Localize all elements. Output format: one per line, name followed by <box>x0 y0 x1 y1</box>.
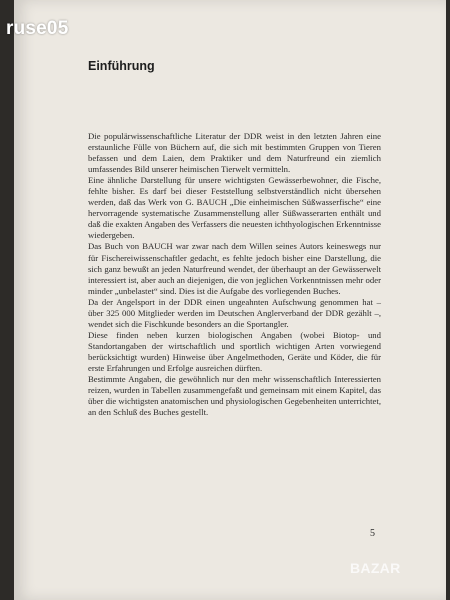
page-number: 5 <box>370 528 375 539</box>
watermark-text: ruse05 <box>6 18 69 39</box>
paragraph: Eine ähnliche Darstellung für unsere wichtigsten Gewässerbewohner, die Fische, fehlte bisher. Es darf bei dieser Feststellung selbstverständlich nicht übersehen werden, daß das Werk von G. BAUCH „Die einheimischen Süßwasserfische“ eine hervorragende systematische Zusammenstellung aller Süßwasserarten enthält und daß die exakten Angaben des Verfassers die neuesten ichthyologischen Erkenntnisse wiedergeben. <box>88 175 381 241</box>
paragraph: Bestimmte Angaben, die gewöhnlich nur den mehr wissenschaftlich Interessierten reizen, wurden in Tabellen zusammengefaßt und gemeinsam mit einem Kapitel, das über die wichtigsten anatomischen und physiologischen Gegebenheiten unterrichtet, an den Schluß des Buches gestellt. <box>88 374 381 418</box>
paragraph: Die populärwissenschaftliche Literatur der DDR weist in den letzten Jahren eine erstaunliche Fülle von Büchern auf, die sich mit bestimmten Gruppen von Tieren befassen und dem Laien, dem Praktiker und dem Naturfreund ein ziemlich umfassendes Bild unserer heimischen Tierwelt vermitteln. <box>88 131 381 175</box>
body-text <box>88 131 381 418</box>
bazar-logo: BAZAR <box>350 560 401 576</box>
paragraph: Da der Angelsport in der DDR einen ungeahnten Aufschwung genommen hat – über 325 000 Mitglieder werden im Deutschen Anglerverband der DDR gezählt –, wendet sich die Fischkunde besonders an die Sportangler. <box>88 296 381 329</box>
paragraph: Diese finden neben kurzen biologischen Angaben (wobei Biotop- und Standortangaben der wirtschaftlich und sportlich wichtigen Arten vorwiegend berücksichtigt wurden) Hinweise über Angelmethoden, Geräte und Köder, die für erste Erfahrungen und Erfolge ausreichen dürften. <box>88 329 381 373</box>
chapter-heading: Einführung <box>88 59 155 73</box>
book-page <box>14 0 446 600</box>
paragraph: Das Buch von BAUCH war zwar nach dem Willen seines Autors keineswegs nur für Fischereiwissenschaftler gedacht, es fehlte jedoch bisher eine Darstellung, die sich ganz bewußt an jeden Naturfreund wendet, der überhaupt an der Gewässerwelt interessiert ist, aber auch an diejenigen, die von jeglichen Vorkenntnissen mehr oder minder „unbelastet“ sind. Dies ist die Aufgabe des vorliegenden Buches. <box>88 241 381 296</box>
